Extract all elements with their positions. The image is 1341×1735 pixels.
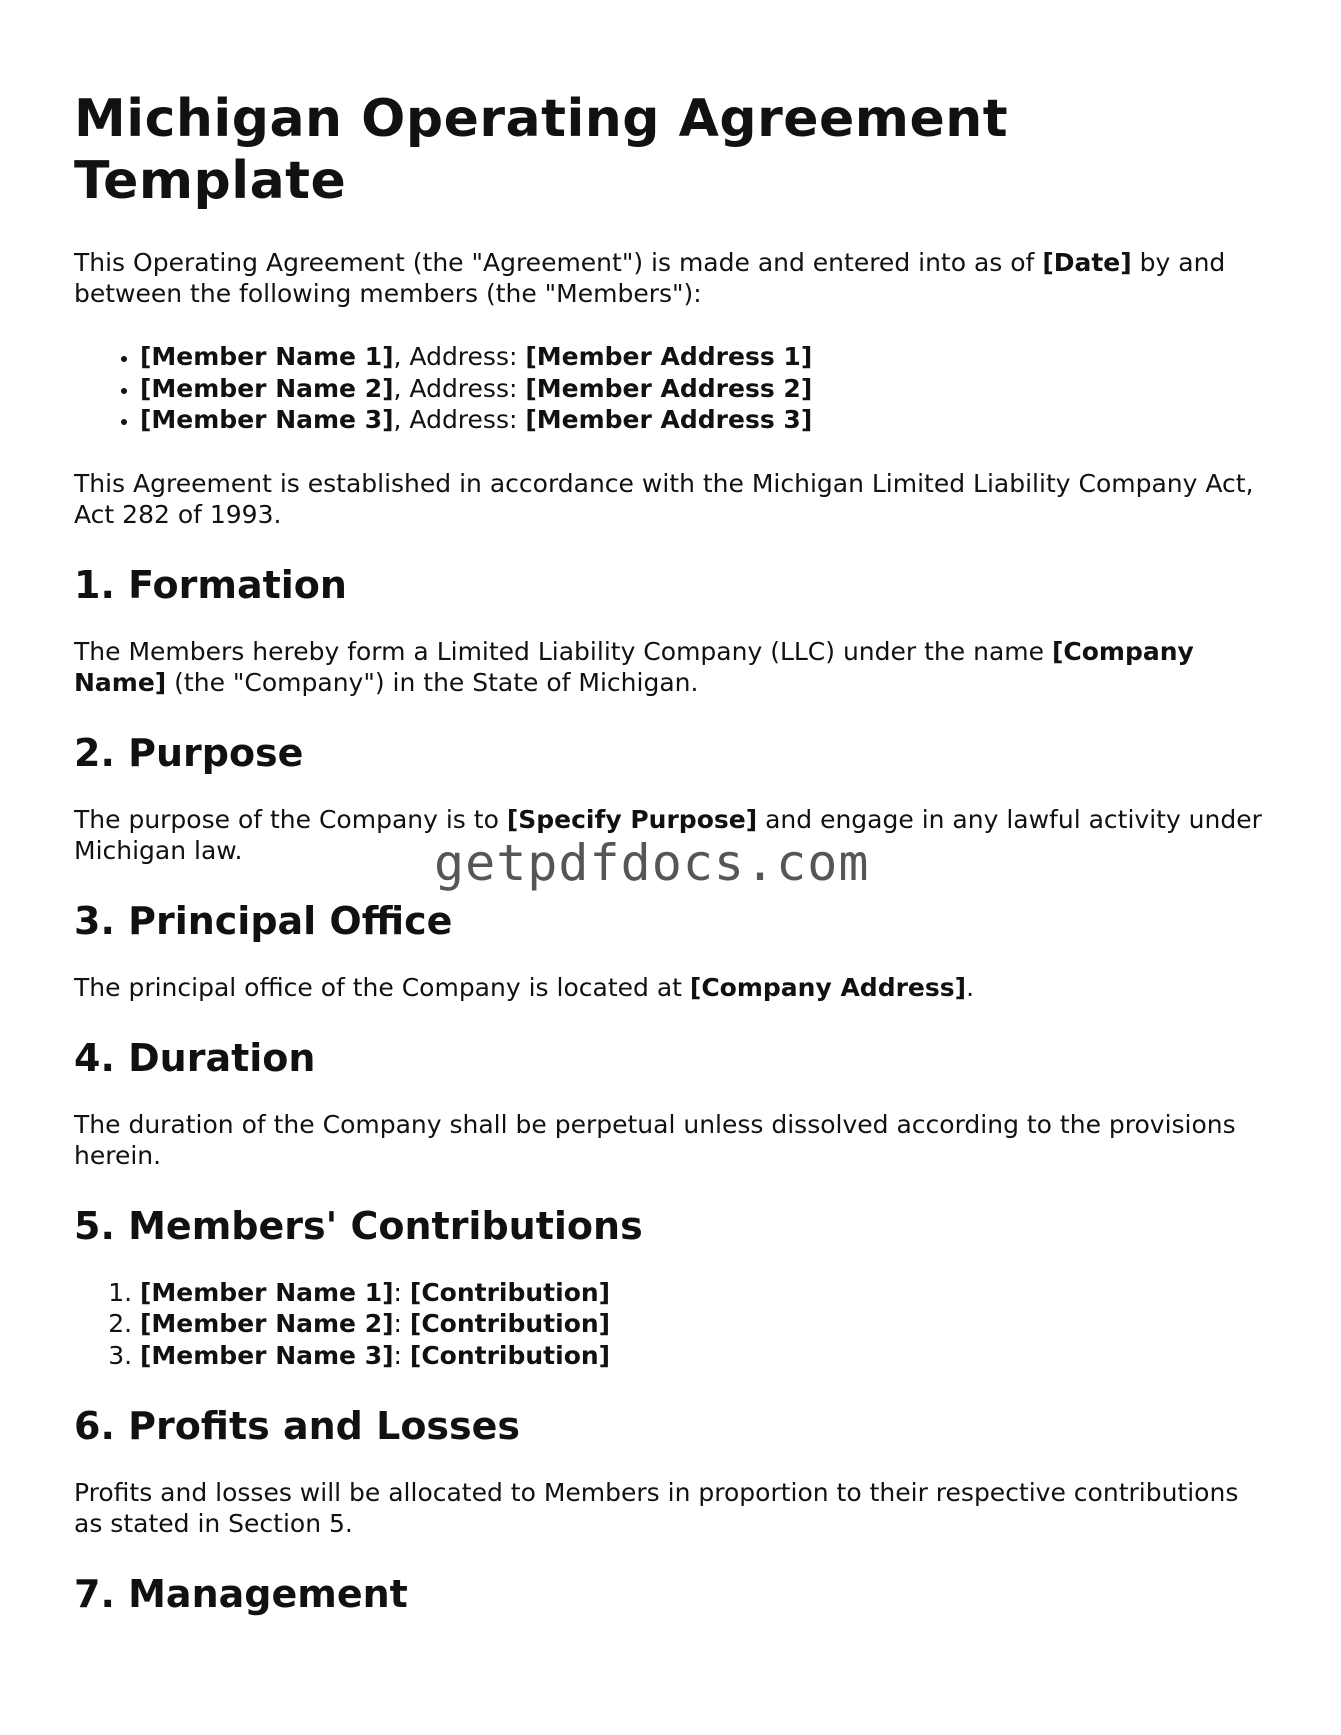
member-name: [Member Name 1]: [140, 1277, 394, 1307]
office-text-after: .: [966, 972, 975, 1002]
intro-paragraph: [74, 247, 1270, 309]
list-item: [140, 404, 1270, 436]
member-name: [Member Name 3]: [140, 1340, 394, 1370]
company-name-placeholder: [Company Name]: [74, 636, 1194, 697]
duration-paragraph: The duration of the Company shall be perpetual unless dissolved according to the provisions herein.: [74, 1109, 1236, 1170]
profits-paragraph: Profits and losses will be allocated to Members in proportion to their respective contributions as stated in Section 5.: [74, 1478, 1239, 1538]
date-placeholder: [Date]: [1042, 248, 1132, 277]
watermark: getpdfdocs.com: [434, 834, 870, 892]
section-heading-purpose: 2. Purpose: [74, 730, 304, 775]
contribution-placeholder: [Contribution]: [409, 1309, 611, 1338]
list-item: [140, 373, 1270, 405]
member-name: [Member Name 1]: [140, 342, 394, 371]
member-name: [Member Name 2]: [140, 1309, 394, 1338]
intro-text-after: by and between the following members (the "Members"):: [74, 248, 1226, 308]
company-address-placeholder: [Company Address]: [689, 972, 967, 1002]
contribution-placeholder: [Contribution]: [409, 1340, 611, 1370]
formation-paragraph: [74, 636, 1270, 698]
member-address: [Member Address 1]: [525, 342, 813, 371]
section-heading-contributions: 5. Members' Contributions: [74, 1203, 643, 1248]
section-heading-duration: 4. Duration: [74, 1035, 316, 1080]
purpose-placeholder: [Specify Purpose]: [506, 804, 758, 834]
members-list: [74, 341, 1270, 436]
list-item: [140, 1308, 1270, 1340]
section-heading-management: 7. Management: [74, 1572, 408, 1616]
address-label: , Address:: [393, 342, 526, 371]
office-paragraph: [74, 972, 1270, 1003]
member-address: [Member Address 3]: [525, 405, 813, 434]
document-title: Michigan Operating Agreement Template: [74, 89, 1009, 211]
address-label: , Address:: [393, 405, 526, 434]
list-item: [140, 1277, 1270, 1309]
act-statement: This Agreement is established in accordance with the Michigan Limited Liability Company Act, Act 282 of 1993.: [74, 468, 1254, 529]
member-address: [Member Address 2]: [525, 373, 813, 403]
purpose-text-before: The purpose of the Company is to: [74, 804, 507, 834]
formation-text-after: (the "Company") in the State of Michigan.: [166, 667, 699, 697]
list-item: [140, 341, 1270, 373]
office-text-before: The principal office of the Company is located at: [74, 972, 690, 1002]
separator: :: [393, 1340, 410, 1370]
list-item: [140, 1340, 1270, 1372]
separator: :: [393, 1309, 410, 1338]
section-heading-formation: 1. Formation: [74, 562, 347, 607]
address-label: , Address:: [393, 373, 526, 403]
contribution-placeholder: [Contribution]: [409, 1277, 611, 1307]
intro-text-before: This Operating Agreement (the "Agreement") is made and entered into as of: [74, 248, 1043, 277]
contributions-list: [74, 1277, 1270, 1372]
purpose-text-after: and engage in any lawful activity under Michigan law.: [74, 804, 1262, 865]
separator: :: [393, 1277, 410, 1307]
member-name: [Member Name 3]: [140, 405, 394, 434]
section-heading-profits-losses: 6. Profits and Losses: [74, 1404, 521, 1448]
section-heading-principal-office: 3. Principal Office: [74, 898, 453, 943]
member-name: [Member Name 2]: [140, 373, 394, 403]
formation-text-before: The Members hereby form a Limited Liability Company (LLC) under the name: [74, 636, 1052, 666]
